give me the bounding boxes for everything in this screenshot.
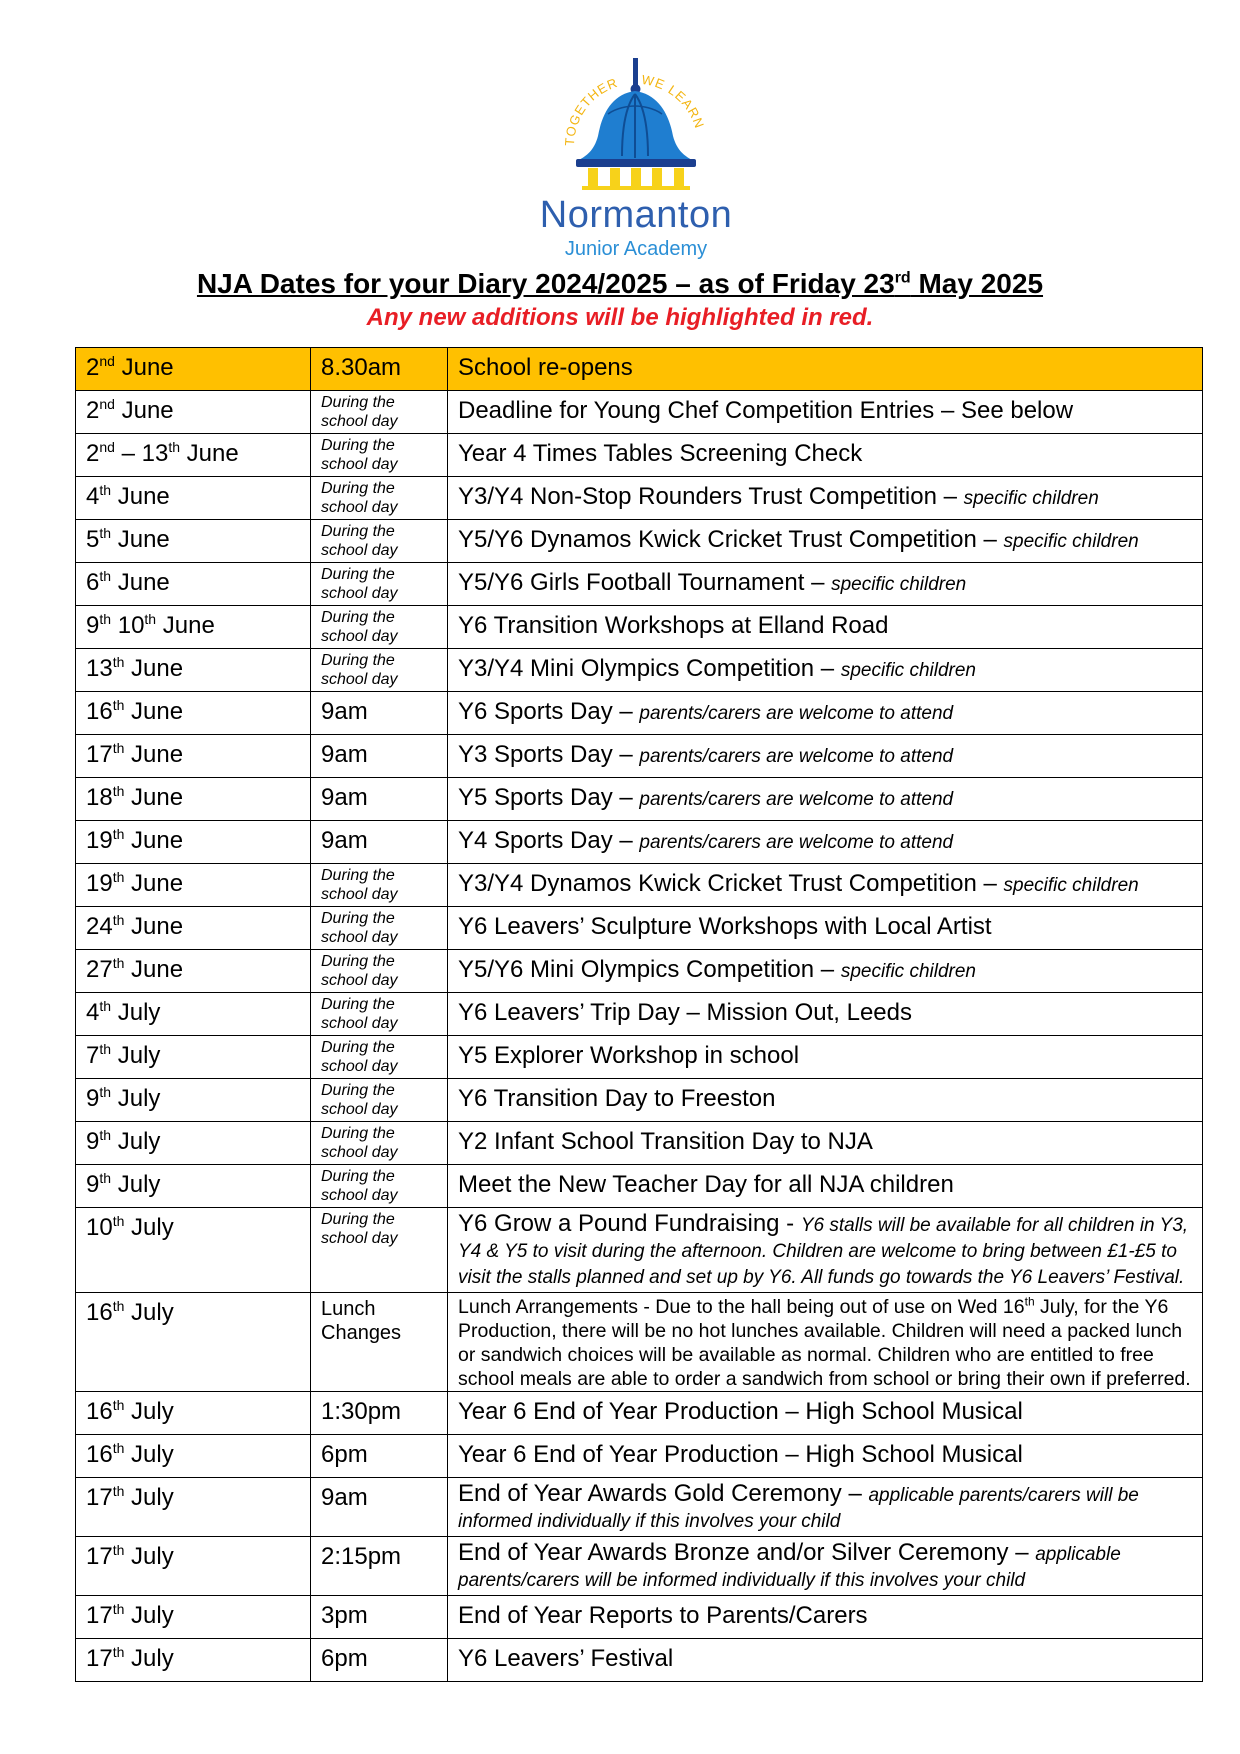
time-cell: 9am: [311, 1478, 448, 1537]
table-row: [76, 434, 1203, 477]
table-row: [76, 1435, 1203, 1478]
event-cell: Y5 Explorer Workshop in school: [448, 1036, 1203, 1079]
date-cell: 13th June: [76, 649, 311, 692]
date-cell: 9th July: [76, 1165, 311, 1208]
time-cell: During the school day: [311, 907, 448, 950]
date-cell: 16th July: [76, 1293, 311, 1392]
date-cell: 24th June: [76, 907, 311, 950]
time-cell: During the school day: [311, 864, 448, 907]
event-cell: Year 6 End of Year Production – High School Musical: [448, 1435, 1203, 1478]
table-row: [76, 1122, 1203, 1165]
date-cell: 10th July: [76, 1208, 311, 1293]
event-cell: Y6 Leavers’ Festival: [448, 1639, 1203, 1682]
bell-emblem: [536, 56, 736, 196]
event-cell: Meet the New Teacher Day for all NJA children: [448, 1165, 1203, 1208]
table-row: [76, 1596, 1203, 1639]
time-cell: During the school day: [311, 1122, 448, 1165]
date-cell: 6th June: [76, 563, 311, 606]
table-row: [76, 477, 1203, 520]
event-cell: End of Year Reports to Parents/Carers: [448, 1596, 1203, 1639]
table-row: [76, 520, 1203, 563]
time-cell: 8.30am: [311, 348, 448, 391]
table-row: [76, 1639, 1203, 1682]
time-cell: Lunch Changes: [311, 1293, 448, 1392]
diary-table: [75, 347, 1203, 1682]
time-cell: During the school day: [311, 477, 448, 520]
date-cell: 16th July: [76, 1392, 311, 1435]
event-cell: Lunch Arrangements - Due to the hall being out of use on Wed 16th July, for the Y6 Production, there will be no hot lunches available. Children will need a packed lunch or sandwich choices will be available as normal. Children who are entitled to free school meals are able to order a sandwich from school or bring their own if preferred.: [448, 1293, 1203, 1392]
event-cell: Y5/Y6 Mini Olympics Competition – specific children: [448, 950, 1203, 993]
table-row: [76, 563, 1203, 606]
event-cell: Y3/Y4 Dynamos Kwick Cricket Trust Competition – specific children: [448, 864, 1203, 907]
table-row: [76, 1036, 1203, 1079]
table-row: [76, 1208, 1203, 1293]
time-cell: During the school day: [311, 520, 448, 563]
table-row: [76, 1392, 1203, 1435]
date-cell: 5th June: [76, 520, 311, 563]
event-cell: Y3 Sports Day – parents/carers are welcome to attend: [448, 735, 1203, 778]
date-cell: 7th July: [76, 1036, 311, 1079]
time-cell: During the school day: [311, 1079, 448, 1122]
event-cell: Deadline for Young Chef Competition Entries – See below: [448, 391, 1203, 434]
date-cell: 19th June: [76, 864, 311, 907]
event-cell: Y6 Transition Workshops at Elland Road: [448, 606, 1203, 649]
event-cell: Y3/Y4 Non-Stop Rounders Trust Competition – specific children: [448, 477, 1203, 520]
table-row: [76, 950, 1203, 993]
date-cell: 19th June: [76, 821, 311, 864]
event-cell: Y2 Infant School Transition Day to NJA: [448, 1122, 1203, 1165]
logo-arc-right: WE LEARN: [640, 71, 708, 131]
time-cell: 6pm: [311, 1435, 448, 1478]
table-row: [76, 391, 1203, 434]
logo-school-subtitle: Junior Academy: [564, 238, 708, 260]
table-row: [76, 649, 1203, 692]
date-cell: 2nd – 13th June: [76, 434, 311, 477]
table-row: [76, 1293, 1203, 1392]
time-cell: 9am: [311, 821, 448, 864]
table-row: [76, 821, 1203, 864]
event-cell: Y6 Leavers’ Trip Day – Mission Out, Leeds: [448, 993, 1203, 1036]
event-cell: Y3/Y4 Mini Olympics Competition – specific children: [448, 649, 1203, 692]
table-row: [76, 907, 1203, 950]
event-cell: Y6 Grow a Pound Fundraising - Y6 stalls will be available for all children in Y3, Y4 & Y5 to visit during the afternoon. Children are welcome to bring between £1-£5 to visit the stalls planned and set up by Y6. All funds go towards the Y6 Leavers’ Festival.: [448, 1208, 1203, 1293]
date-cell: 27th June: [76, 950, 311, 993]
event-cell: End of Year Awards Gold Ceremony – applicable parents/carers will be informed individually if this involves your child: [448, 1478, 1203, 1537]
event-cell: Y6 Transition Day to Freeston: [448, 1079, 1203, 1122]
event-cell: Year 6 End of Year Production – High School Musical: [448, 1392, 1203, 1435]
table-row: [76, 1537, 1203, 1596]
time-cell: During the school day: [311, 1208, 448, 1293]
date-cell: 4th June: [76, 477, 311, 520]
event-cell: Y4 Sports Day – parents/carers are welcome to attend: [448, 821, 1203, 864]
table-row: [76, 606, 1203, 649]
time-cell: 6pm: [311, 1639, 448, 1682]
time-cell: 9am: [311, 735, 448, 778]
date-cell: 9th July: [76, 1079, 311, 1122]
date-cell: 17th June: [76, 735, 311, 778]
page-subtitle: Any new additions will be highlighted in red.: [366, 304, 874, 331]
time-cell: 9am: [311, 778, 448, 821]
logo-school-name: Normanton: [539, 194, 733, 236]
event-cell: Year 4 Times Tables Screening Check: [448, 434, 1203, 477]
time-cell: 3pm: [311, 1596, 448, 1639]
time-cell: During the school day: [311, 950, 448, 993]
school-logo: [536, 56, 736, 266]
table-row: [76, 348, 1203, 391]
table-row: [76, 1478, 1203, 1537]
event-cell: Y6 Leavers’ Sculpture Workshops with Local Artist: [448, 907, 1203, 950]
time-cell: During the school day: [311, 391, 448, 434]
table-row: [76, 993, 1203, 1036]
date-cell: 16th June: [76, 692, 311, 735]
date-cell: 2nd June: [76, 391, 311, 434]
table-row: [76, 692, 1203, 735]
event-cell: Y5/Y6 Dynamos Kwick Cricket Trust Competition – specific children: [448, 520, 1203, 563]
date-cell: 17th July: [76, 1537, 311, 1596]
table-row: [76, 1079, 1203, 1122]
date-cell: 17th July: [76, 1596, 311, 1639]
event-cell: Y6 Sports Day – parents/carers are welcome to attend: [448, 692, 1203, 735]
time-cell: During the school day: [311, 993, 448, 1036]
date-cell: 9th July: [76, 1122, 311, 1165]
time-cell: During the school day: [311, 606, 448, 649]
event-cell: End of Year Awards Bronze and/or Silver Ceremony – applicable parents/carers will be informed individually if this involves your child: [448, 1537, 1203, 1596]
table-row: [76, 1165, 1203, 1208]
date-cell: 2nd June: [76, 348, 311, 391]
table-row: [76, 735, 1203, 778]
table-row: [76, 778, 1203, 821]
table-row: [76, 864, 1203, 907]
logo-arc-left: TOGETHER: [561, 74, 620, 147]
date-cell: 4th July: [76, 993, 311, 1036]
event-cell: Y5 Sports Day – parents/carers are welcome to attend: [448, 778, 1203, 821]
event-cell: School re-opens: [448, 348, 1203, 391]
time-cell: During the school day: [311, 1165, 448, 1208]
time-cell: 9am: [311, 692, 448, 735]
event-cell: Y5/Y6 Girls Football Tournament – specific children: [448, 563, 1203, 606]
date-cell: 17th July: [76, 1478, 311, 1537]
date-cell: 18th June: [76, 778, 311, 821]
date-cell: 9th 10th June: [76, 606, 311, 649]
time-cell: During the school day: [311, 1036, 448, 1079]
page-title: NJA Dates for your Diary 2024/2025 – as of Friday 23rd May 2025: [196, 268, 1044, 299]
time-cell: 1:30pm: [311, 1392, 448, 1435]
time-cell: During the school day: [311, 563, 448, 606]
time-cell: During the school day: [311, 649, 448, 692]
time-cell: 2:15pm: [311, 1537, 448, 1596]
time-cell: During the school day: [311, 434, 448, 477]
date-cell: 16th July: [76, 1435, 311, 1478]
date-cell: 17th July: [76, 1639, 311, 1682]
